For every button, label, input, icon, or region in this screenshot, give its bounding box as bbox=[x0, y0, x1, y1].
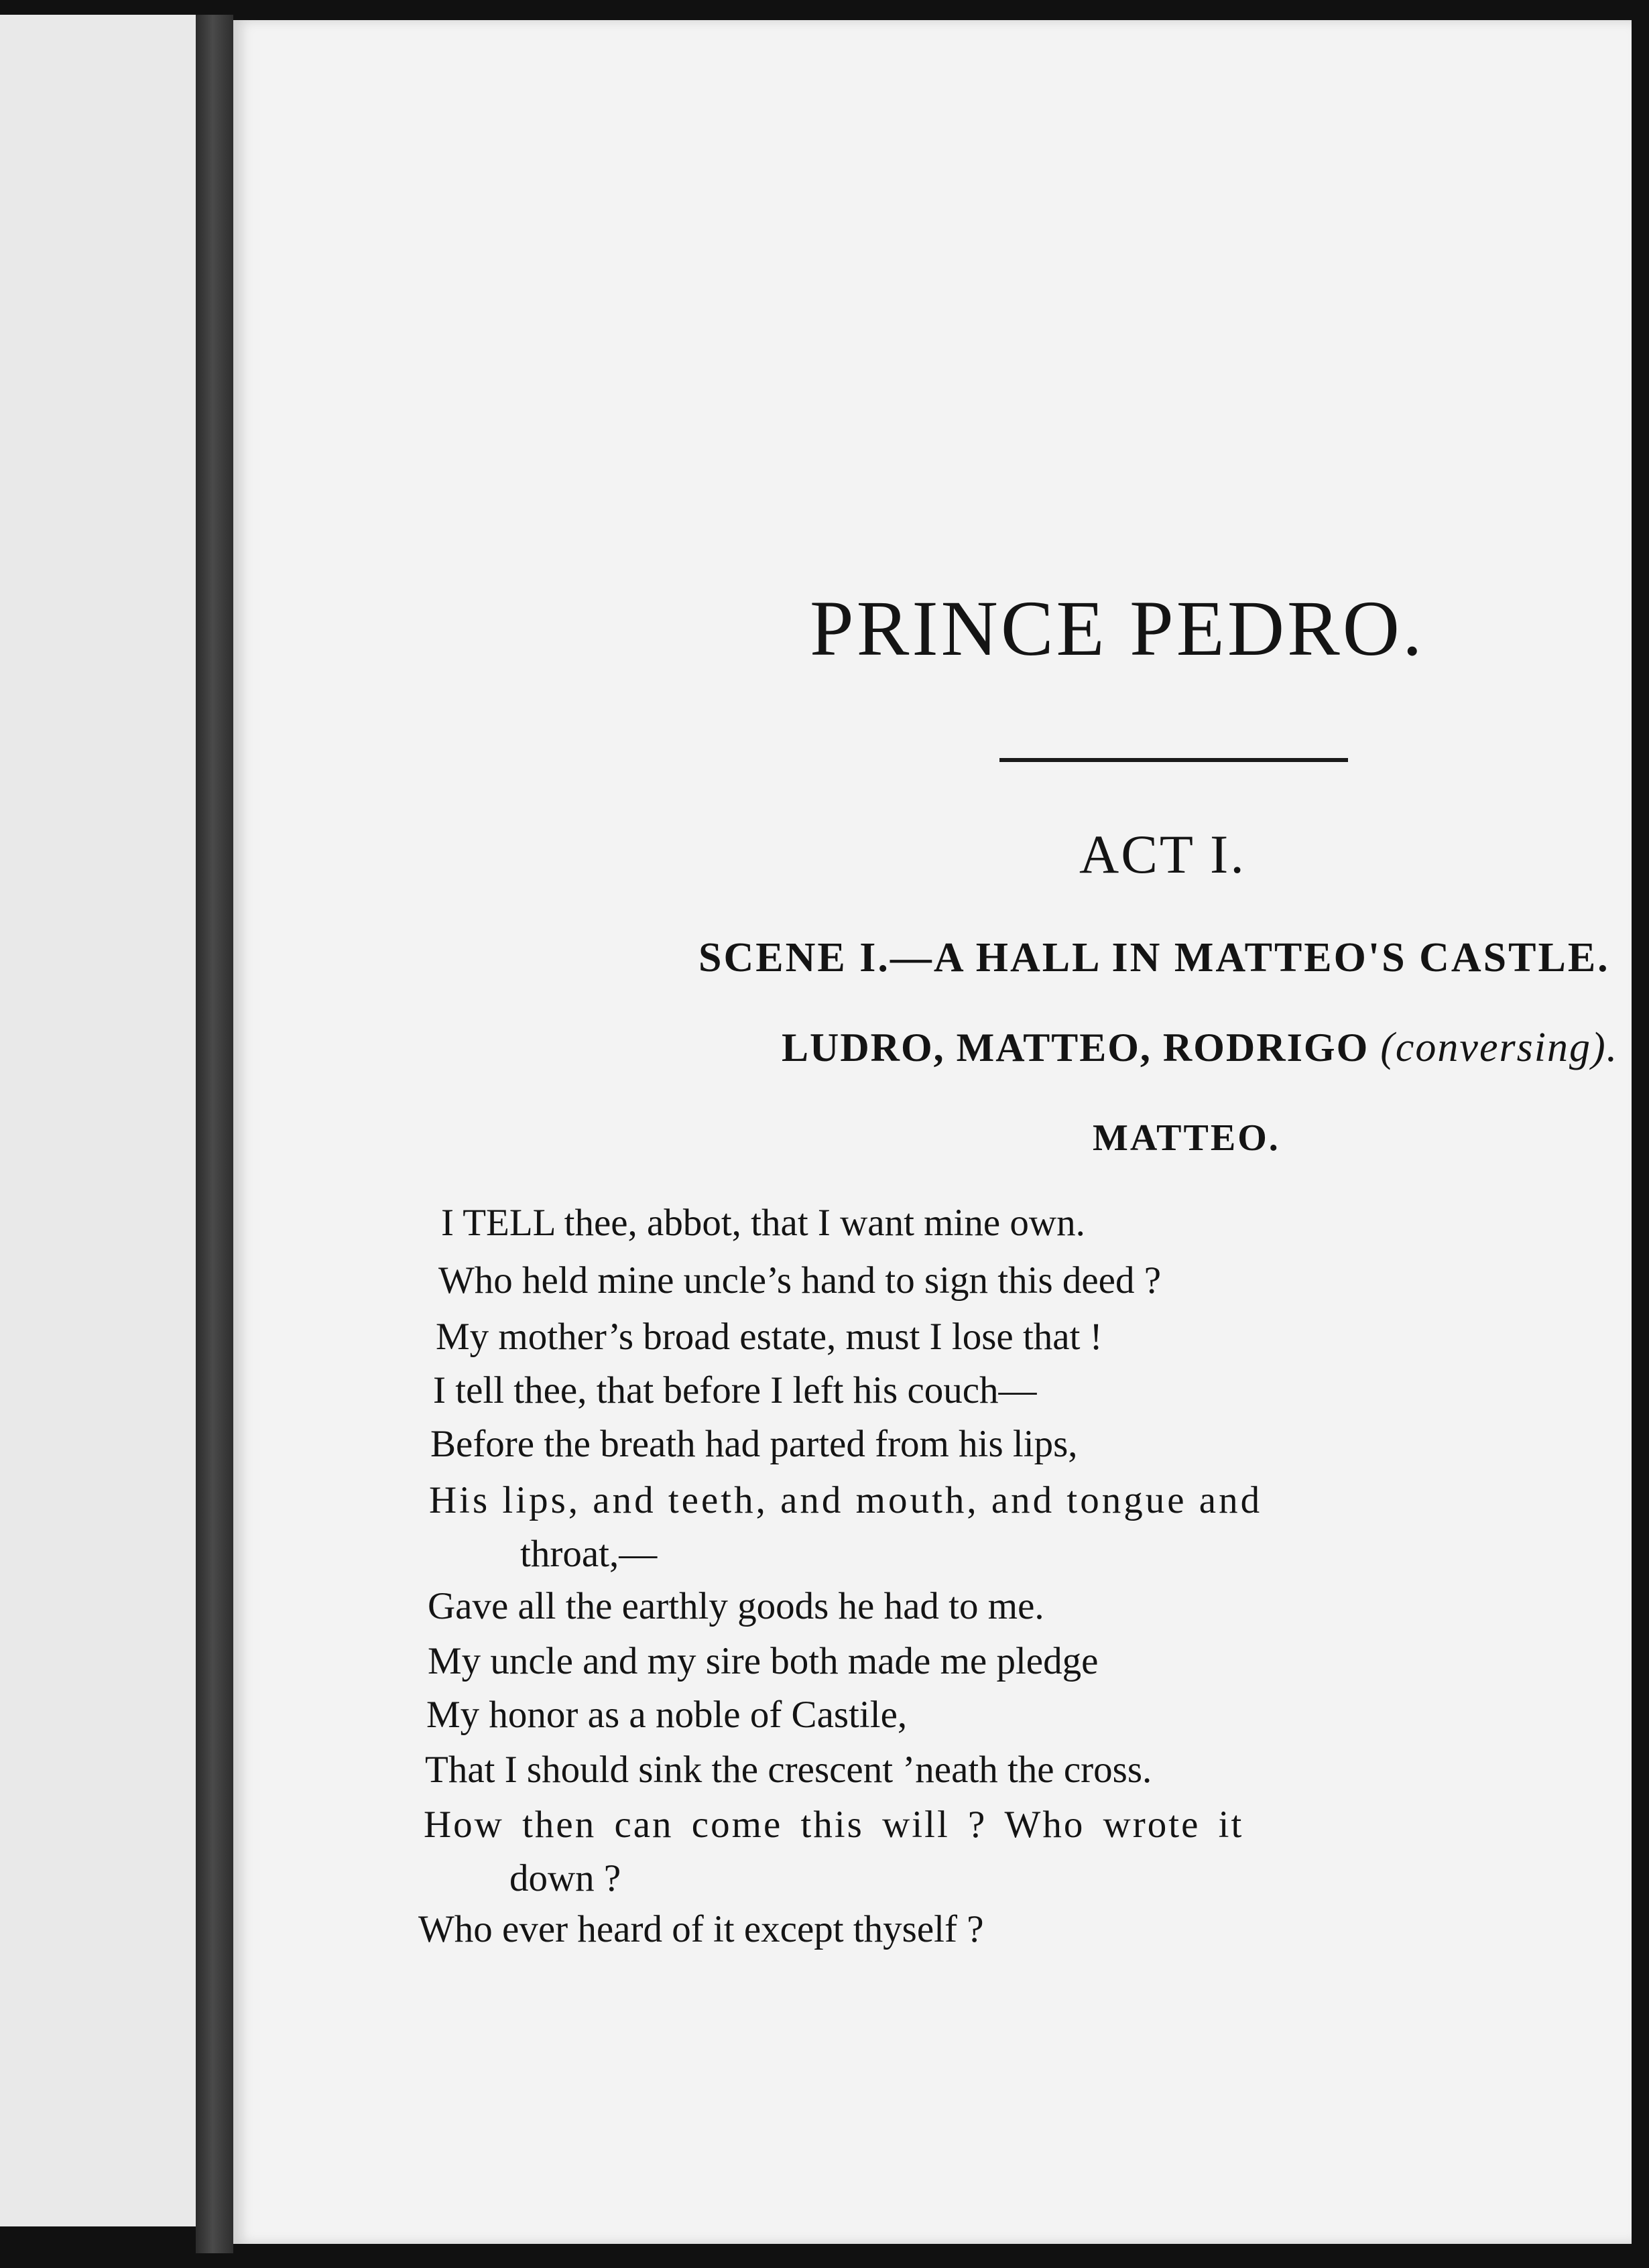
verse-line: My uncle and my sire both made me pledge bbox=[428, 1640, 1099, 1682]
verse-line: down ? bbox=[509, 1857, 621, 1899]
verse-line: throat,— bbox=[520, 1533, 658, 1575]
verse-line: Who ever heard of it except thyself ? bbox=[418, 1908, 984, 1950]
verse-line: I tell thee, that before I left his couch— bbox=[433, 1369, 1037, 1411]
book-gutter bbox=[196, 15, 233, 2253]
stage-direction: (conversing). bbox=[1380, 1025, 1619, 1070]
book-page bbox=[233, 20, 1632, 2244]
verse-line: How then can come this will ? Who wrote it bbox=[424, 1804, 1244, 1846]
verse-line: Before the breath had parted from his lips, bbox=[430, 1423, 1078, 1465]
scene-heading: SCENE I.—A HALL IN MATTEO'S CASTLE. bbox=[698, 935, 1610, 981]
verse-line: My mother’s broad estate, must I lose that ! bbox=[436, 1316, 1103, 1358]
verse-line: His lips, and teeth, and mouth, and tongue and bbox=[429, 1479, 1263, 1521]
verse-line: I TELL thee, abbot, that I want mine own. bbox=[441, 1202, 1085, 1244]
verse-line: Gave all the earthly goods he had to me. bbox=[428, 1585, 1044, 1627]
facing-page bbox=[0, 15, 196, 2226]
verse-line: Who held mine uncle’s hand to sign this deed ? bbox=[438, 1259, 1162, 1302]
cast-line bbox=[782, 1024, 1618, 1072]
act-heading: ACT I. bbox=[1079, 824, 1246, 885]
play-title: PRINCE PEDRO. bbox=[810, 584, 1425, 672]
cast-names: LUDRO, MATTEO, RODRIGO bbox=[782, 1025, 1369, 1070]
verse-line: My honor as a noble of Castile, bbox=[426, 1694, 908, 1736]
title-rule bbox=[999, 758, 1348, 762]
speaker-name: MATTEO. bbox=[1093, 1117, 1280, 1159]
verse-line: That I should sink the crescent ’neath the cross. bbox=[425, 1749, 1152, 1791]
